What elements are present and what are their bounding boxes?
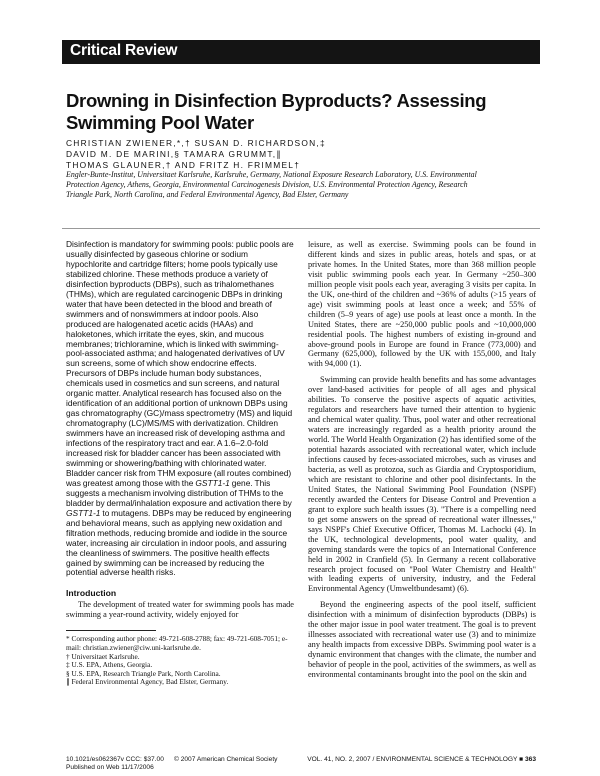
- footnote-rtp: § U.S. EPA, Research Triangle Park, North Carolina.: [66, 668, 221, 678]
- journal-info: VOL. 41, NO. 2, 2007 / ENVIRONMENTAL SCIENCE & TECHNOLOGY ■ 363: [307, 756, 536, 763]
- body-paragraph-3: Beyond the engineering aspects of the pool itself, sufficient disinfection with a minimum of disinfection byproducts (DBPs) is the other major issue in pool water treatment. The goal is to prevent illnesses associated with recreational water use (3) and to minimize any health impacts from excessive DBPs. Swimming pool water is a dynamic environment that changes with the climate, the number and behavior of people in the pool, activities of the swimmers, as well as environmental contaminants brought into the pool on the skin and: [308, 600, 536, 680]
- author-list: [66, 138, 506, 171]
- title-line-2: Swimming Pool Water: [66, 112, 254, 133]
- section-banner: [62, 40, 540, 64]
- footnote-athens: ‡ U.S. EPA, Athens, Georgia.: [66, 660, 153, 670]
- section-label: Critical Review: [70, 42, 178, 59]
- right-column: [308, 240, 536, 680]
- published-date: Published on Web 11/17/2006: [66, 764, 154, 771]
- body-paragraph-1: leisure, as well as exercise. Swimming pools can be found in different kinds and sizes in public areas, hotels and spas, or at private homes. In the United States, more than 368 million people visit public swimming pools each year. In Germany ~250–300 million people visit pools each year, averaging 3 visits per capita. In the UK, one-third of the children and ~36% of adults (>15 years of age) visit swimming pools at least once a week; and 55% of children (5–9 years of age) use pools at least once a month. In the United States, there are ~250,000 public pools and ~10,000,000 residential pools. The highest numbers of existing in-ground and above-ground pools in Europe are found in France (773,000) and Germany (625,000), followed by the UK with 155,000, and Italy with 94,000 (1).: [308, 240, 536, 369]
- left-column: [66, 240, 294, 687]
- doi: 10.1021/es062367v CCC: $37.00: [66, 756, 164, 763]
- page-number: 363: [524, 756, 536, 763]
- title-line-1: Drowning in Disinfection Byproducts? Assessing: [66, 90, 487, 111]
- intro-paragraph: The development of treated water for swimming pools has made swimming a year-round activity, widely enjoyed for: [66, 600, 294, 620]
- intro-heading: Introduction: [66, 588, 117, 599]
- body-paragraph-2: Swimming can provide health benefits and has some advantages over land-based activities for people of all ages and physical abilities. To conserve the positive aspects of aquatic activities, regulators and researchers have turned their attention to hygienic and chemical water quality. Thus, pool water and other recreational waters are increasingly regarded as a health priority around the world. The World Health Organization (2) has identified some of the potential hazards associated with recreational water, which include infections caused by feces-associated microbes, such as viruses and bacteria, as well as protozoa, such as Giardia and Cryptosporidium, which are resistant to chlorine and other pool disinfectants. In the United States, the National Swimming Pool Foundation (NSPF) recently awarded the Centers for Disease Control and Prevention a grant to explore such health issues (3). "There is a compelling need to get some answers on the spread of recreational water illnesses," says NSPF's Chief Executive Officer, Thomas M. Lachocki (4). In the UK, technological developments, pool water quality, and governing standards were the topics of an International Conference held in 2002 in Cranfield (5). In Germany a recent collaborative research project focused on "Pool Water Chemistry and Health" with leading experts of university, industry, and the Federal Environmental Agency (Umweltbundesamt) (6).: [308, 375, 536, 594]
- divider: [62, 228, 540, 229]
- copyright: © 2007 American Chemical Society: [174, 756, 278, 763]
- footnote-corresponding: * Corresponding author phone: 49-721-608-2788; fax: 49-721-608-7051; e-mail: christian.zwiener@ciw.uni-karlsruhe.de.: [66, 634, 288, 652]
- article-title: [66, 90, 496, 134]
- footer-doi-block: [66, 756, 164, 772]
- journal-citation: VOL. 41, NO. 2, 2007 / ENVIRONMENTAL SCIENCE & TECHNOLOGY: [307, 756, 518, 763]
- authors-line-3: THOMAS GLAUNER,† AND FRITZ H. FRIMMEL†: [66, 160, 301, 170]
- authors-line-1: CHRISTIAN ZWIENER,*,† SUSAN D. RICHARDSON,‡: [66, 138, 326, 148]
- footnote-divider: [66, 630, 156, 631]
- authors-line-2: DAVID M. DE MARINI,§ TAMARA GRUMMT,∥: [66, 149, 282, 159]
- footnote-bad-elster: ∥ Federal Environmental Agency, Bad Elster, Germany.: [66, 677, 229, 687]
- abstract: Disinfection is mandatory for swimming pools: public pools are usually disinfected by gaseous chlorine or sodium hypochlorite and cartridge filters; home pools typically use stabilized chlorine. These methods produce a variety of disinfection byproducts (DBPs), such as trihalomethanes (THMs), which are regulated carcinogenic DBPs in drinking water that have been detected in the blood and breath of swimmers and of nonswimmers at indoor pools. Also produced are halogenated acetic acids (HAAs) and haloketones, which irritate the eyes, skin, and mucous membranes; trichloramine, which is linked with swimming-pool-associated asthma; and halogenated derivatives of UV sun screens, some of which show endocrine effects. Precursors of DBPs include human body substances, chemicals used in cosmetics and sun screens, and natural organic matter. Analytical research has focused also on the identification of an additional portion of unknown DBPs using gas chromatography (GC)/mass spectrometry (MS) and liquid chromatography (LC)/MS/MS with derivatization. Children swimmers have an increased risk of developing asthma and infections of the respiratory tract and ear. A 1.6–2.0-fold increased risk for bladder cancer has been associated with swimming or showering/bathing with chlorinated water. Bladder cancer risk from THM exposure (all routes combined) was greatest among those with the GSTT1-1 gene. This suggests a mechanism involving distribution of THMs to the bladder by dermal/inhalation exposure and activation there by GSTT1-1 to mutagens. DBPs may be reduced by engineering and behavioral means, such as applying new oxidation and filtration methods, reducing bromide and iodide in the source water, increasing air circulation in indoor pools, and assuring the cleanliness of swimmers. The positive health effects gained by swimming can be increased by reducing the potential adverse health risks.: [66, 239, 294, 578]
- footnote-karlsruhe: † Universitaet Karlsruhe.: [66, 651, 140, 661]
- affiliations: Engler-Bunte-Institut, Universitaet Karlsruhe, Karlsruhe, Germany, National Exposure Research Laboratory, U.S. Environmental Protection Agency, Athens, Georgia, Environmental Carcinogenesis Division, U.S. Environmental Protection Agency, Research Triangle Park, North Carolina, and Federal Environmental Agency, Bad Elster, Germany: [66, 170, 477, 199]
